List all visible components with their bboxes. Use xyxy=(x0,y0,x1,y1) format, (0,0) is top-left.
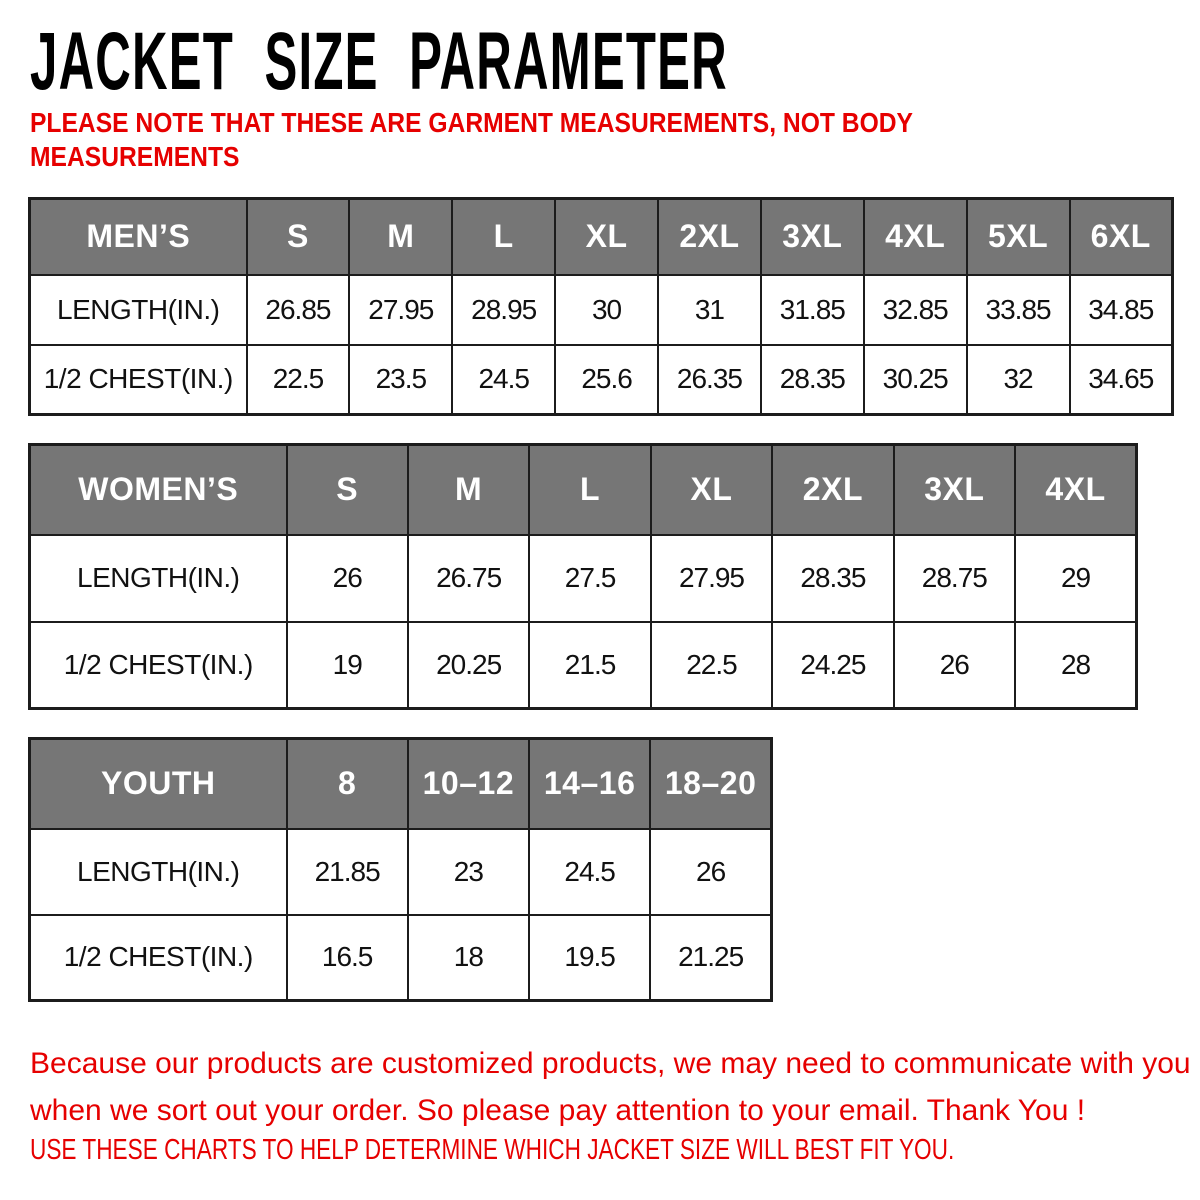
mens-size-table xyxy=(28,197,1174,416)
size-value-cell: 28.35 xyxy=(772,535,893,622)
size-value-cell: 22.5 xyxy=(651,622,772,709)
size-value-cell: 22.5 xyxy=(247,345,350,415)
womens-size-table xyxy=(28,443,1138,710)
size-value-cell: 34.85 xyxy=(1070,275,1173,345)
size-value-cell: 28.95 xyxy=(452,275,555,345)
womens-header-row xyxy=(30,445,1137,535)
mens-size-header-5xl: 5XL xyxy=(967,199,1070,275)
customization-notice-line-2: when we sort out your order. So please pay attention to your email. Thank You ! xyxy=(30,1094,1086,1127)
size-value-cell: 23 xyxy=(408,829,529,915)
size-value-cell: 31 xyxy=(658,275,761,345)
mens-size-header-3xl: 3XL xyxy=(761,199,864,275)
youth-size-header-8: 8 xyxy=(287,739,408,829)
garment-measurement-note xyxy=(30,106,913,174)
womens-length-row xyxy=(30,535,1137,622)
size-value-cell: 19 xyxy=(287,622,408,709)
size-value-cell: 27.5 xyxy=(529,535,650,622)
size-value-cell: 29 xyxy=(1015,535,1136,622)
womens-size-header-l: L xyxy=(529,445,650,535)
row-label: 1/2 CHEST(IN.) xyxy=(30,622,287,709)
size-value-cell: 18 xyxy=(408,915,529,1001)
size-value-cell: 20.25 xyxy=(408,622,529,709)
womens-size-header-s: S xyxy=(287,445,408,535)
mens-size-header-m: M xyxy=(349,199,452,275)
note-line-2: MEASUREMENTS xyxy=(30,141,240,172)
size-value-cell: 26.75 xyxy=(408,535,529,622)
mens-size-header-6xl: 6XL xyxy=(1070,199,1173,275)
row-label: 1/2 CHEST(IN.) xyxy=(30,345,247,415)
mens-table-title: MEN’S xyxy=(30,199,247,275)
mens-header-row xyxy=(30,199,1173,275)
mens-size-header-xl: XL xyxy=(555,199,658,275)
youth-table-title: YOUTH xyxy=(30,739,287,829)
youth-size-table xyxy=(28,737,773,1002)
womens-size-header-4xl: 4XL xyxy=(1015,445,1136,535)
size-value-cell: 21.25 xyxy=(650,915,771,1001)
customization-notice xyxy=(30,1040,1191,1134)
size-value-cell: 24.5 xyxy=(452,345,555,415)
size-value-cell: 23.5 xyxy=(349,345,452,415)
womens-table-title: WOMEN’S xyxy=(30,445,287,535)
row-label: LENGTH(IN.) xyxy=(30,829,287,915)
size-value-cell: 19.5 xyxy=(529,915,650,1001)
size-value-cell: 24.25 xyxy=(772,622,893,709)
size-value-cell: 16.5 xyxy=(287,915,408,1001)
size-value-cell: 31.85 xyxy=(761,275,864,345)
size-value-cell: 28.75 xyxy=(894,535,1015,622)
size-value-cell: 30 xyxy=(555,275,658,345)
mens-size-header-4xl: 4XL xyxy=(864,199,967,275)
page-title: JACKET SIZE PARAMETER xyxy=(30,16,728,107)
size-value-cell: 25.6 xyxy=(555,345,658,415)
mens-chest-row xyxy=(30,345,1173,415)
womens-size-header-m: M xyxy=(408,445,529,535)
size-value-cell: 32 xyxy=(967,345,1070,415)
row-label: 1/2 CHEST(IN.) xyxy=(30,915,287,1001)
youth-size-header-10-12: 10–12 xyxy=(408,739,529,829)
mens-size-header-s: S xyxy=(247,199,350,275)
size-value-cell: 30.25 xyxy=(864,345,967,415)
size-value-cell: 26 xyxy=(650,829,771,915)
size-value-cell: 33.85 xyxy=(967,275,1070,345)
mens-size-header-2xl: 2XL xyxy=(658,199,761,275)
womens-size-header-2xl: 2XL xyxy=(772,445,893,535)
youth-size-header-18-20: 18–20 xyxy=(650,739,771,829)
youth-header-row xyxy=(30,739,772,829)
size-value-cell: 34.65 xyxy=(1070,345,1173,415)
youth-size-header-14-16: 14–16 xyxy=(529,739,650,829)
youth-length-row xyxy=(30,829,772,915)
mens-size-header-l: L xyxy=(452,199,555,275)
note-line-1: PLEASE NOTE THAT THESE ARE GARMENT MEASUREMENTS, NOT BODY xyxy=(30,107,913,138)
row-label: LENGTH(IN.) xyxy=(30,535,287,622)
size-value-cell: 28 xyxy=(1015,622,1136,709)
womens-size-header-3xl: 3XL xyxy=(894,445,1015,535)
size-value-cell: 26.35 xyxy=(658,345,761,415)
youth-chest-row xyxy=(30,915,772,1001)
size-value-cell: 32.85 xyxy=(864,275,967,345)
customization-notice-line-1: Because our products are customized products, we may need to communicate with you xyxy=(30,1047,1191,1080)
size-value-cell: 26.85 xyxy=(247,275,350,345)
womens-size-header-xl: XL xyxy=(651,445,772,535)
size-value-cell: 27.95 xyxy=(349,275,452,345)
size-value-cell: 28.35 xyxy=(761,345,864,415)
size-value-cell: 21.85 xyxy=(287,829,408,915)
size-value-cell: 21.5 xyxy=(529,622,650,709)
chart-usage-note: USE THESE CHARTS TO HELP DETERMINE WHICH JACKET SIZE WILL BEST FIT YOU. xyxy=(30,1134,955,1166)
size-value-cell: 26 xyxy=(894,622,1015,709)
size-value-cell: 24.5 xyxy=(529,829,650,915)
size-value-cell: 26 xyxy=(287,535,408,622)
mens-length-row xyxy=(30,275,1173,345)
size-value-cell: 27.95 xyxy=(651,535,772,622)
row-label: LENGTH(IN.) xyxy=(30,275,247,345)
womens-chest-row xyxy=(30,622,1137,709)
